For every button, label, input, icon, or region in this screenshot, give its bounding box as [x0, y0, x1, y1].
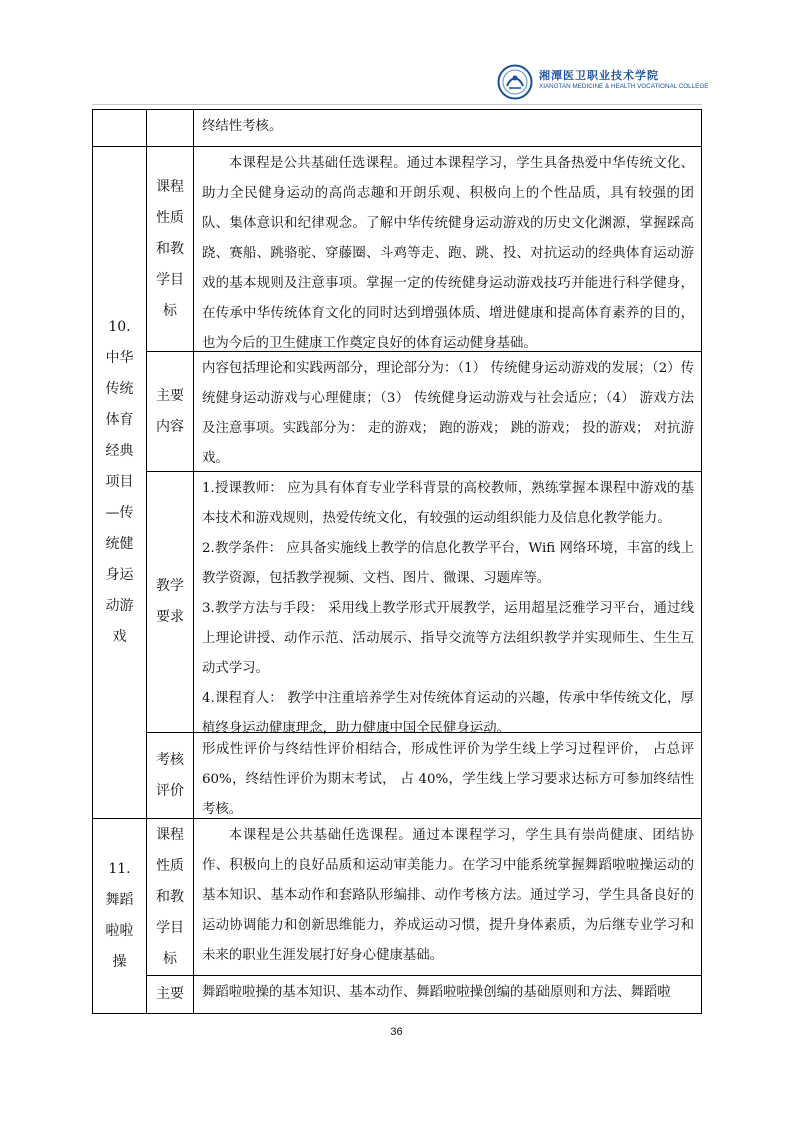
course-11-content-label-cell [146, 975, 194, 1014]
course-10-assessment-label-cell [146, 732, 194, 819]
college-logo [497, 62, 707, 102]
course-11-objective-label-cell [146, 818, 194, 976]
course-11-content-label: 主要 [155, 986, 184, 1002]
course-11-objective-text: 本课程是公共基础任选课程。通过本课程学习，学生具有崇尚健康、团结协作、积极向上的良好品质和运动审美能力。在学习中能系统掌握舞蹈啦啦操运动的基本知识、基本动作和套路队形编排、动作考核方法。通过学习，学生具备良好的运动协调能力和创新思维能力，养成运动习惯，提升身体素质，为后继专业学习和未来的职业生涯发展打好身心健康基础。 [202, 828, 694, 963]
requirement-item: 1.授课教师： 应为具有体育专业学科背景的高校教师，熟练掌握本课程中游戏的基本技术和游戏规则，热爱传统文化，有较强的运动组织能力及信息化教学能力。 [202, 481, 694, 526]
top-content-text: 终结性考核。 [202, 119, 283, 134]
course-10-requirements-label-cell [146, 471, 194, 733]
top-content-cell [193, 109, 702, 147]
course-11-content-text: 舞蹈啦啦操的基本知识、基本动作、舞蹈啦啦操创编的基础原则和方法、舞蹈啦 [202, 985, 671, 1000]
course-11-objective-label: 课程性质和教学目标 [155, 826, 184, 967]
course-10-assessment-label: 考核评价 [155, 751, 184, 799]
course-10-content-label: 主要内容 [155, 387, 184, 435]
page-number: 36 [390, 1026, 403, 1038]
course-10-objective-text: 本课程是公共基础任选课程。通过本课程学习，学生具备热爱中华传统文化、助力全民健身运动的高尚志趣和开朗乐观、积极向上的个性品质，具有较强的团队、集体意识和纪律观念。了解中华传统健身运动游戏的历史文化渊源，掌握踩高跷、赛船、跳骆驼、穿藤圈、斗鸡等走、跑、跳、投、对抗运动的经典体育运动游戏的基本规则及注意事项。掌握一定的传统健身运动游戏技巧并能进行科学健身，在传承中华传统体育文化的同时达到增强体质、增进健康和提高体育素养的目的，也为今后的卫生健康工作奠定良好的体育运动健身基础。 [202, 156, 694, 351]
course-11-content-content [193, 975, 702, 1014]
course-10-requirements-label: 教学要求 [155, 578, 184, 625]
course-11-title: 11.舞蹈啦啦操 [105, 861, 134, 970]
course-10-objective-content [193, 146, 702, 352]
course-10-content-content [193, 351, 702, 472]
requirement-item: 3.教学方法与手段： 采用线上教学形式开展教学，运用超星泛雅学习平台，通过线上理论讲授、动作示范、活动展示、指导交流等方法组织教学并实现师生、生生互动式学习。 [202, 601, 694, 676]
college-english-name: XIANGTAN MEDICINE & HEALTH VOCATIONAL COLLEGE [539, 83, 709, 90]
college-name: 湘潭医卫职业技术学院 [539, 69, 659, 82]
course-10-objective-label-cell [146, 146, 194, 352]
header-divider [92, 104, 702, 105]
course-10-content-text: 内容包括理论和实践两部分，理论部分为：（1） 传统健身运动游戏的发展；（2）传统健身运动游戏与心理健康；（3） 传统健身运动游戏与社会适应；（4） 游戏方法及注意事项。实践部分为： 走的游戏； 跑的游戏； 跳的游戏； 投的游戏； 对抗游戏。 [202, 361, 694, 466]
course-10-objective-label: 课程性质和教学目标 [155, 178, 184, 319]
requirement-item: 2.教学条件： 应具备实施线上教学的信息化教学平台，Wifi 网络环境，丰富的线上教学资源，包括教学视频、文档、图片、微课、习题库等。 [202, 541, 694, 586]
course-11-objective-content [193, 818, 702, 976]
course-10-title-cell [92, 146, 147, 819]
top-empty-cell-2 [146, 109, 194, 147]
requirement-item: 4.课程育人： 教学中注重培养学生对传统体育运动的兴趣，传承中华传统文化，厚植终身运动健康理念，助力健康中国全民健身运动。 [202, 691, 694, 736]
course-11-title-cell [92, 818, 147, 1014]
course-10-title: 10.中华传统体育经典项目—传统健身运动游戏 [105, 319, 134, 645]
course-10-requirements-content [193, 471, 702, 736]
course-10-assessment-text: 形成性评价与终结性评价相结合，形成性评价为学生线上学习过程评价， 占总评 60%，终结性评价为期末考试， 占 40%，学生线上学习要求达标方可参加终结性考核。 [202, 742, 694, 817]
college-emblem-icon [497, 64, 533, 100]
course-10-content-label-cell [146, 351, 194, 472]
top-empty-cell-1 [92, 109, 147, 147]
course-10-assessment-content [193, 732, 702, 819]
